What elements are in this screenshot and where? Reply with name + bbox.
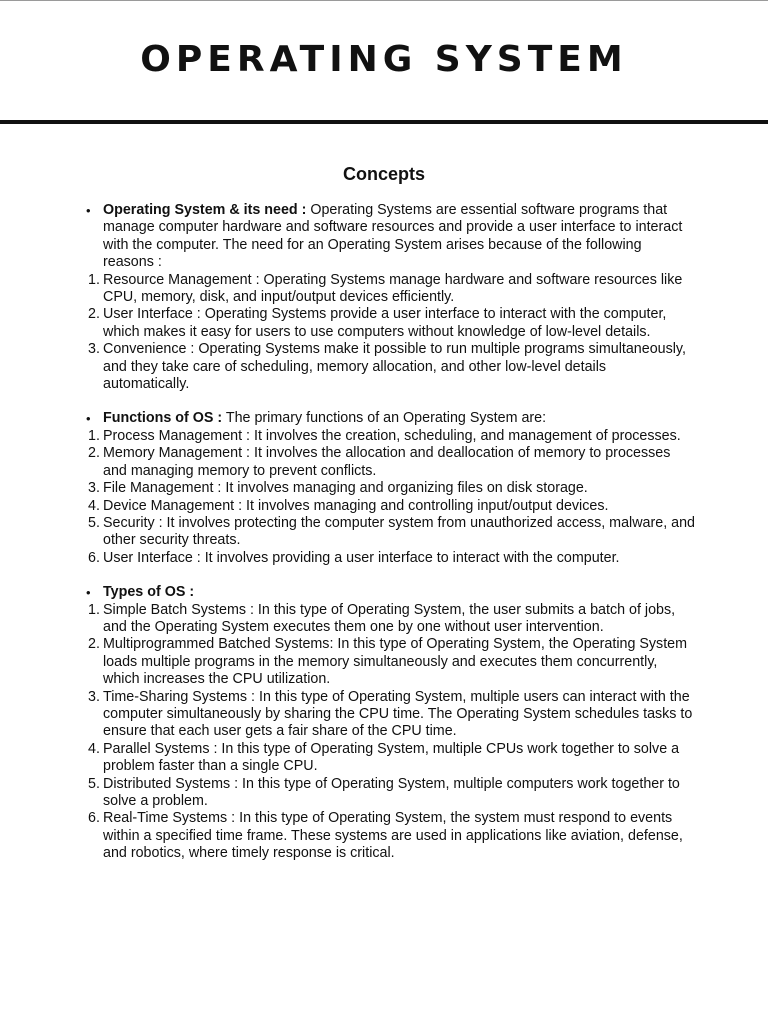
list-item-text: Parallel Systems : In this type of Operating System, multiple CPUs work together to solve a problem faster than a single CPU. <box>103 740 680 775</box>
list-number: 6. <box>88 810 100 827</box>
list-item-text: Simple Batch Systems : In this type of Operating System, the user submits a batch of jobs, and the Operating System executes them one by one without user intervention. <box>103 601 676 635</box>
list-number: 6. <box>88 549 100 566</box>
bullet-intro: Operating Systems are essential software programs that manage computer hardware and software resources and provide a user interface to interact with the computer. The need for an Operating System arises because of the following reasons : <box>103 202 683 271</box>
bullet-lead: Operating System & its need : <box>103 202 307 218</box>
list-number: 4. <box>88 497 100 514</box>
list-number: 3. <box>88 480 100 497</box>
concept-group-functions <box>84 410 696 567</box>
bullet-marker: • <box>86 203 91 218</box>
list-item-text: Real-Time Systems : In this type of Operating System, the system must respond to events within a specified time frame. These systems are used in applications like aviation, defense, and robotics, where timely response is critical. <box>103 810 683 862</box>
list-item <box>84 689 696 741</box>
list-item <box>84 272 696 307</box>
list-item-text: Device Management : It involves managing and controlling input/output devices. <box>103 497 609 514</box>
list-item <box>84 306 696 341</box>
bullet-intro: The primary functions of an Operating System are: <box>222 410 547 427</box>
list-item-text: Distributed Systems : In this type of Operating System, multiple computers work together to solve a problem. <box>103 775 680 809</box>
title-divider <box>0 120 768 124</box>
list-item <box>84 741 696 776</box>
list-item <box>84 498 696 515</box>
concept-group-os-need <box>84 202 696 393</box>
list-item <box>84 776 696 811</box>
list-item-text: User Interface : Operating Systems provide a user interface to interact with the computer, which makes it easy for users to use computers without knowledge of low-level details. <box>103 306 667 340</box>
list-item-text: Process Management : It involves the creation, scheduling, and management of processes. <box>103 427 681 444</box>
list-item <box>84 602 696 637</box>
list-item-text: Memory Management : It involves the allocation and deallocation of memory to processes and managing memory to prevent conflicts. <box>103 445 671 479</box>
list-number: 3. <box>88 688 100 705</box>
bullet-marker: • <box>86 411 91 427</box>
list-item-text: Resource Management : Operating Systems manage hardware and software resources like CPU, memory, disk, and input/output devices efficiently. <box>103 271 683 306</box>
list-number: 5. <box>88 514 100 531</box>
concepts-content <box>84 202 696 863</box>
list-number: 1. <box>88 601 100 618</box>
list-item-text: Convenience : Operating Systems make it possible to run multiple programs simultaneously, and they take care of scheduling, memory allocation, and other low-level details automatically. <box>103 341 686 393</box>
section-heading: Concepts <box>342 164 425 184</box>
bullet-marker: • <box>86 585 91 601</box>
top-divider <box>0 0 768 1</box>
bullet-item <box>84 202 696 272</box>
list-item <box>84 445 696 480</box>
list-number: 1. <box>88 427 100 444</box>
list-number: 4. <box>88 740 100 757</box>
page-title: OPERATING SYSTEM <box>140 39 628 80</box>
bullet-item <box>84 410 696 427</box>
list-number: 1. <box>88 271 100 288</box>
list-item <box>84 428 696 445</box>
list-item <box>84 341 696 393</box>
list-number: 3. <box>88 341 100 358</box>
list-item <box>84 480 696 497</box>
list-item <box>84 550 696 567</box>
list-item-text: Time-Sharing Systems : In this type of Operating System, multiple users can interact with the computer simultaneously by sharing the CPU time. The Operating System schedules tasks to ensure that each user gets a fair share of the CPU time. <box>103 688 693 740</box>
list-item-text: User Interface : It involves providing a user interface to interact with the computer. <box>103 549 620 566</box>
list-item-text: Multiprogrammed Batched Systems: In this type of Operating System, the Operating System loads multiple programs in the memory simultaneously and executes them concurrently, which increases the CPU utilization. <box>103 636 688 688</box>
bullet-item <box>84 584 696 601</box>
list-item <box>84 810 696 862</box>
list-item <box>84 636 696 688</box>
bullet-lead: Types of OS : <box>103 584 195 601</box>
list-number: 2. <box>88 445 100 462</box>
list-item <box>84 515 696 550</box>
list-item-text: File Management : It involves managing and organizing files on disk storage. <box>103 480 588 497</box>
list-number: 2. <box>88 306 100 323</box>
list-number: 2. <box>88 636 100 653</box>
bullet-lead: Functions of OS : <box>103 410 223 427</box>
list-item-text: Security : It involves protecting the computer system from unauthorized access, malware, and other security threats. <box>103 514 695 549</box>
concept-group-types <box>84 584 696 863</box>
list-number: 5. <box>88 775 100 792</box>
